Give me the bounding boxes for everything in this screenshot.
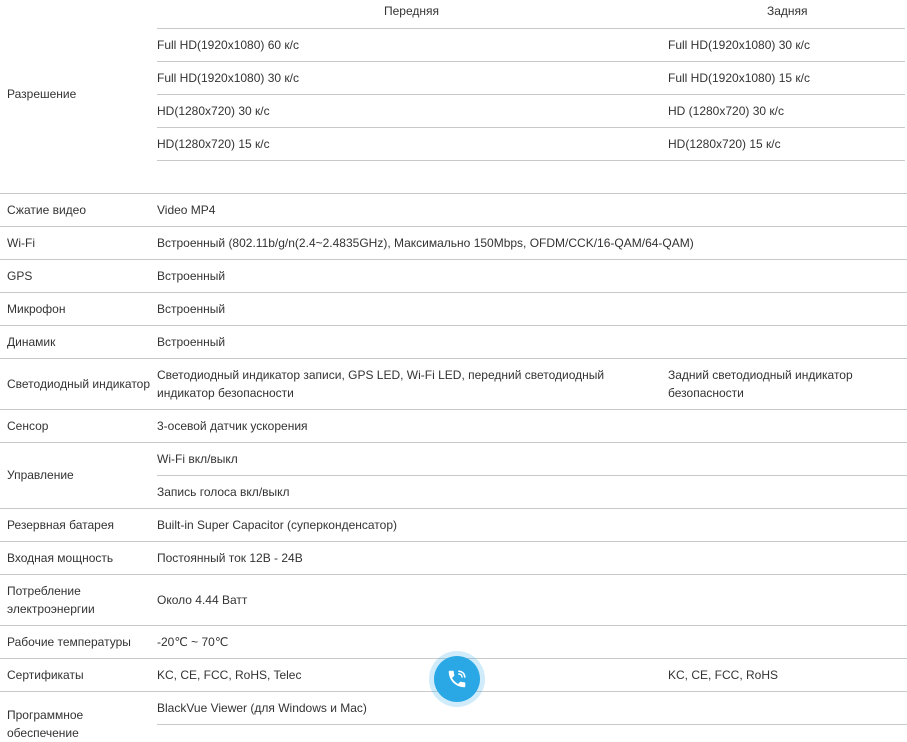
row-value-led-front: Светодиодный индикатор записи, GPS LED, Wi-Fi LED, передний светодиодный индикатор безопасности bbox=[157, 368, 605, 400]
row-label-wifi: Wi-Fi bbox=[7, 236, 35, 250]
row-label-power-consumption: Потребление электроэнергии bbox=[7, 584, 95, 616]
row-value-certificates-rear: KC, CE, FCC, RoHS bbox=[668, 668, 779, 682]
resolution-front-1: Full HD(1920x1080) 60 к/с bbox=[157, 38, 299, 52]
row-label-resolution: Разрешение bbox=[7, 87, 77, 101]
resolution-rear-3: HD (1280x720) 30 к/с bbox=[668, 104, 784, 118]
resolution-rear-1: Full HD(1920x1080) 30 к/с bbox=[668, 38, 810, 52]
row-label-microphone: Микрофон bbox=[7, 302, 66, 316]
row-value-microphone: Встроенный bbox=[157, 302, 226, 316]
row-value-control-wifi: Wi-Fi вкл/выкл bbox=[157, 452, 238, 466]
row-value-sensor: 3-осевой датчик ускорения bbox=[157, 419, 308, 433]
row-value-speaker: Встроенный bbox=[157, 335, 226, 349]
resolution-rear-2: Full HD(1920x1080) 15 к/с bbox=[668, 71, 810, 85]
row-value-control-voice: Запись голоса вкл/выкл bbox=[157, 485, 290, 499]
row-value-power-consumption: Около 4.44 Ватт bbox=[157, 593, 248, 607]
row-label-control: Управление bbox=[7, 468, 74, 482]
row-value-gps: Встроенный bbox=[157, 269, 226, 283]
row-label-compression: Сжатие видео bbox=[7, 203, 87, 217]
resolution-front-2: Full HD(1920x1080) 30 к/с bbox=[157, 71, 299, 85]
row-value-led-rear: Задний светодиодный индикатор безопасности bbox=[668, 368, 853, 400]
row-value-temperature: -20℃ ~ 70℃ bbox=[157, 635, 229, 649]
row-value-software: BlackVue Viewer (для Windows и Mac) bbox=[157, 701, 367, 715]
row-label-temperature: Рабочие температуры bbox=[7, 635, 131, 649]
row-label-sensor: Сенсор bbox=[7, 419, 49, 433]
resolution-rear-4: HD(1280x720) 15 к/с bbox=[668, 137, 781, 151]
column-header-rear: Задняя bbox=[767, 4, 808, 18]
row-value-certificates-front: KC, CE, FCC, RoHS, Telec bbox=[157, 668, 302, 682]
row-label-speaker: Динамик bbox=[7, 335, 56, 349]
call-button[interactable] bbox=[434, 656, 480, 702]
row-label-led: Светодиодный индикатор bbox=[7, 377, 151, 391]
row-value-compression: Video MP4 bbox=[157, 203, 216, 217]
phone-icon bbox=[446, 668, 468, 690]
resolution-front-4: HD(1280x720) 15 к/с bbox=[157, 137, 270, 151]
row-value-battery: Built-in Super Capacitor (суперконденсатор) bbox=[157, 518, 398, 532]
row-label-input-power: Входная мощность bbox=[7, 551, 114, 565]
column-header-front: Передняя bbox=[384, 4, 440, 18]
row-label-certificates: Сертификаты bbox=[7, 668, 84, 682]
resolution-front-3: HD(1280x720) 30 к/с bbox=[157, 104, 270, 118]
row-label-software: Программное обеспечение bbox=[7, 708, 84, 740]
row-label-battery: Резервная батарея bbox=[7, 518, 114, 532]
row-value-wifi: Встроенный (802.11b/g/n(2.4~2.4835GHz), Максимально 150Mbps, OFDM/CCK/16-QAM/64-QAM) bbox=[157, 236, 694, 250]
row-label-gps: GPS bbox=[7, 269, 33, 283]
row-value-input-power: Постоянный ток 12В - 24В bbox=[157, 551, 303, 565]
